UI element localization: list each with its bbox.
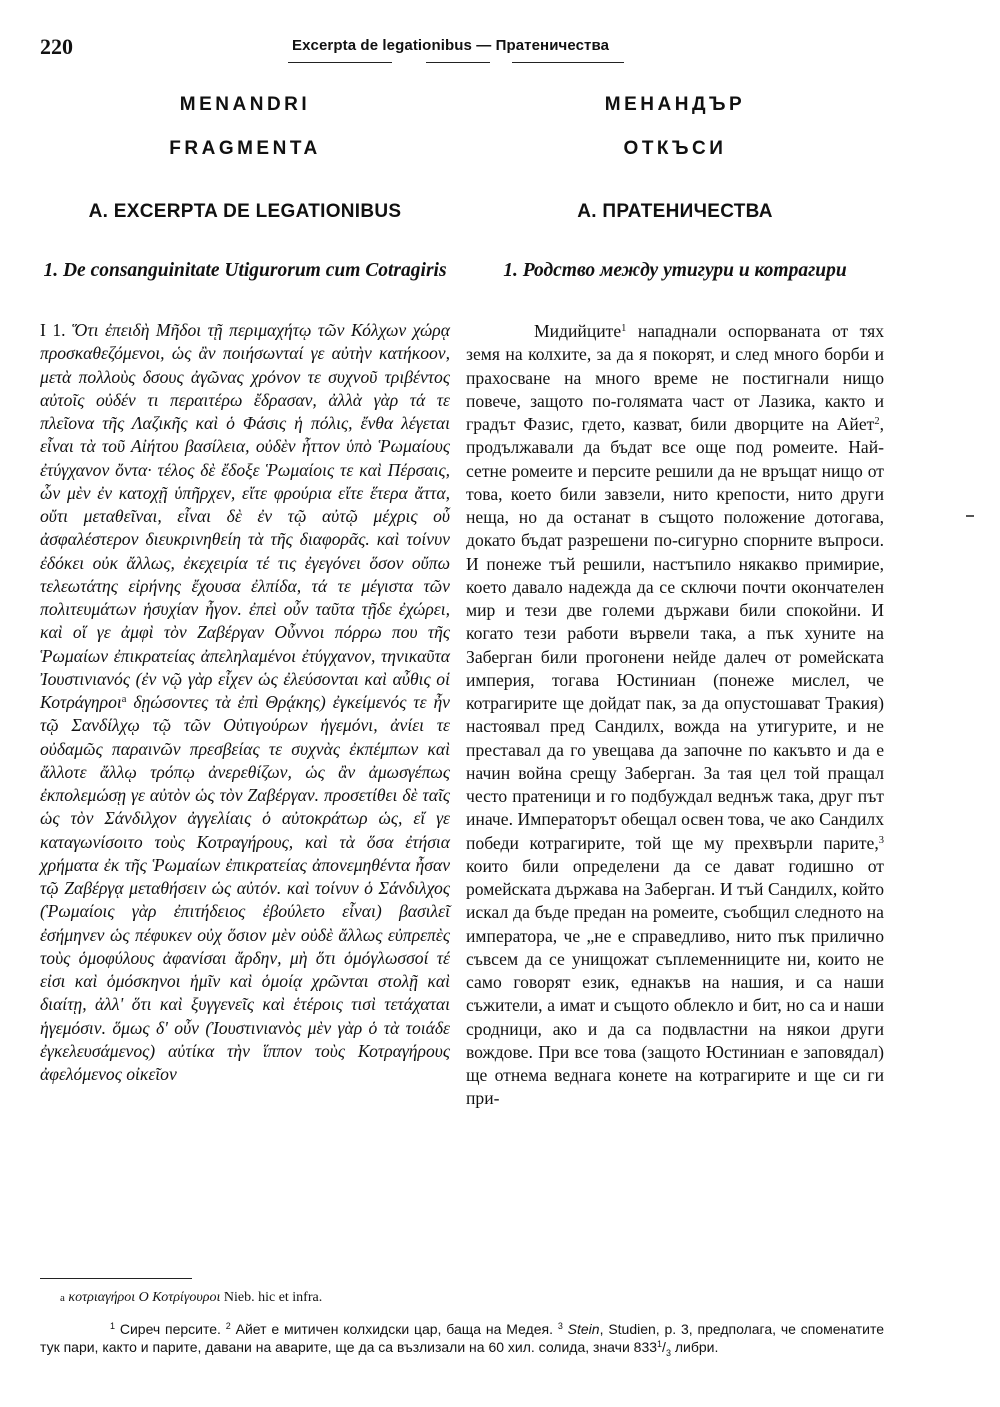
apparatus-rule xyxy=(40,1278,192,1279)
header-rule-left xyxy=(288,62,392,63)
footnote-3-author: Stein xyxy=(567,1321,600,1337)
column-subtitle: FRAGMENTA xyxy=(169,138,321,159)
footnotes xyxy=(40,1321,884,1362)
bulgarian-text-part-3: , продължавали да бъдат все още под ромеите. Най-сетне ромеите и персите решили да не връщат нищо от това, което били завзели, нито крепости, нито други неща, но да останат в същото положение дотогава, докато бъдат разрешени по-сигурно спорните въпроси. И понеже тъй решили, настъпило някакво примирие, което давало надежда да се сключи почти окончателен мир и тези две големи държави били спокойни. И когато тези работи вървели така, а пък хуните на Заберган били прогонени нейде далеч от ромейската империя, тогава Юстиниан (понеже мислел, че котрагирите ще дойдат пак, за да опустошават Тракия) настоявал пред Сандилх, вожда на утигурите, и не преставал да го увещава да започне по какъвто и да е начин война срещу Заберган. За тая цел той пращал често пратеници и го подбуждал веднъж така, друг път иначе. Императорът обещал освен това, че ако Сандилх победи котрагирите, той ще му прехвърли парите, xyxy=(466,414,884,853)
apparatus-note-mark: a xyxy=(60,1292,65,1304)
footnote-2-text: Айет е митичен колхидски цар, баща на Медея. xyxy=(230,1321,553,1337)
footnote-number: 2 xyxy=(225,1321,231,1331)
running-head: Excerpta de legationibus — Пратеничества xyxy=(292,37,610,54)
footnote-3-tail: либри. xyxy=(670,1338,719,1355)
footnote-number: 1 xyxy=(110,1321,116,1331)
fraction-denominator: 3 xyxy=(665,1347,671,1358)
apparatus-source: Nieb. hic et infra. xyxy=(220,1290,323,1305)
column-title: МЕНАНДЪР xyxy=(604,94,746,115)
footnote-number: 3 xyxy=(557,1321,563,1331)
column-title: MENANDRI xyxy=(179,94,311,115)
apparatus-variant: κοτριαγήροι O Κοτρίγουροι xyxy=(68,1290,221,1305)
fragment-title: 1. Родство между утигури и котрагири xyxy=(503,260,847,281)
page-number: 220 xyxy=(40,34,73,59)
footnote-1-text: Сиреч персите. xyxy=(115,1321,221,1337)
fraction-slash: / xyxy=(662,1338,666,1355)
bulgarian-text-part-1: Мидийците xyxy=(534,321,622,341)
bulgarian-text-part-4: които били определени да се дават годишно от ромейската държава на Заберган. И тъй Сандилх, който искал да бъде предан на ромеите, съобщил следното на императора, че „не е справедливо, нито пък прилично съвсем да се унищожат съплеменниците ни, които не само говорят език, еднакъв на нашия, и са наши съжители, а имат и същото облекло и бит, но са и наши сродници, ако и да са подвластни на някои други вождове. При все това (защото Юстиниан е заповядал) ще отнема веднага конете на котрагирите и ще си ги при- xyxy=(466,855,884,1109)
greek-text xyxy=(40,319,450,1086)
bulgarian-text xyxy=(466,320,884,1111)
header-rule-right xyxy=(512,62,624,63)
footnote-mark: 3 xyxy=(878,834,884,846)
greek-text-part-2: δῃώσοντες τὰ ἐπὶ Θρᾴκης) ἐγκείμενός τε ἦν τῷ Σανδίλχῳ τῷ τῶν Οὐτιγούρων ἡγεμόνι, ἀνίει τε οὐδαμῶς παραινῶν πρεσβείας τε συχνὰς ἐκπέμπων καὶ ἄλλοτε ἄλλῳ τρόπῳ ἀνερεθίζων, ὡς ἂν ἀμωσγέπως ἐκπολεμώσῃ γε αὐτὸν ὡς τὸν Ζαβέργαν. προσετίθει δὲ ταῖς ὡς τὸν Σάνδιλχον ἀγγελίαις ὁ αὐτοκράτωρ ὡς, εἴ γε καταγωνίσοιτο τοὺς Κοτραγήρους, καὶ τὰ ὅσα ἐτήσια χρήματα ἐκ τῆς Ῥωμαίων ἐπικρατείας ἀπονεμηθέντα ἦσαν τῷ Ζαβέργᾳ μεταθήσειν ὡς αὐτόν. καὶ τοίνυν ὁ Σάνδιλχος (Ῥωμαίοις γὰρ ἐπιτήδειος ἐβούλετο εἶναι) βασιλεῖ ἐσήμηνεν ὡς πέφυκεν οὐχ ὅσιον μὲν οὐδὲ ἄλλως εὐπρεπὲς τοὺς ὁμοφύλους ἀφανίσαι ἄρδην, μὴ ὅτι ὁμόγλωσσοί τέ εἰσι καὶ ὁμόσκηνοι ἡμῖν καὶ ὁμοίᾳ χρῶνται στολῇ καὶ διαίτῃ, ἀλλ' ὅτι καὶ ξυγγενεῖς καὶ ἑτέροις τισὶ τετάχαται ἡγεμόσιν. ὅμως δ' οὖν (Ἰουστινιανὸς μὲν γὰρ ὁ τὰ τοιάδε ἐγκελευσάμενος) αὐτίκα τὴν ἵππον τοὺς Κοτραγήρους ἀφελόμενος οἰκεῖον xyxy=(40,692,450,1084)
fragment-title: 1. De consanguinitate Utigurorum cum Cotragiris xyxy=(43,260,447,281)
bulgarian-text-part-2: нападнали оспорваната от тях земя на колхите, за да я покорят, и след много борби и прахосване на много време не постигнали нищо повече, защото по-голямата част от Лазика, както и градът Фазис, гдето, казват, били дворците на Айет xyxy=(466,321,884,434)
section-title: А. ПРАТЕНИЧЕСТВА xyxy=(577,201,773,222)
apparatus-mark: a xyxy=(121,694,127,705)
fraction-numerator: 1 xyxy=(657,1338,663,1349)
column-subtitle: ОТКЪСИ xyxy=(623,138,727,159)
footnote-mark: 1 xyxy=(621,323,627,334)
margin-mark xyxy=(966,515,974,517)
section-title: A. EXCERPTA DE LEGATIONIBUS xyxy=(88,201,402,222)
footnote-3-text: , Studien, p. 3, предполага, че споменатите тук пари, както и парите, давани на аварите, ще да са възлизали на 60 хил. солида, значи 833 xyxy=(40,1321,885,1355)
footnote-mark: 2 xyxy=(874,416,880,427)
header-rule-middle xyxy=(426,62,490,63)
greek-text-part-1: Ὅτι ἐπειδὴ Μῆδοι τῇ περιμαχήτῳ τῶν Κόλχων χώρᾳ προσκαθεζόμενοι, ὡς ἂν ποιήσωνταί γε αὐτὴν κατήκοον, μετὰ πολλοὺς δσους ἀγῶνας χρόνον τε συχνοῦ τριβέντος αὐτοῖς οὐδέν τι περαιτέρω ἔδρασαν, ἀλλὰ γὰρ τά τε πλεῖονα τῆς Λαζικῆς καὶ ὁ Φάσις ἡ πόλις, ἔνθα λέγεται εἶναι τὰ τοῦ Αἰήτου βασίλεια, οὐδὲν ἧττον ὑπὸ Ῥωμαίους ἐτύγχανον ὄντα· τέλος δὲ ἔδοξε Ῥωμαίοις τε καὶ Πέρσαις, ὧν μὲν ἐν κατοχῇ ὑπῆρχεν, εἴτε φρούρια εἴτε ἕτερα ἄττα, οὔτι μεταθεῖναι, εἶναι δὲ ἐν τῷ αὐτῷ μέχρις οὗ ἀσφαλέστερον διευκρινηθείη τὰ τῆς διαφορᾶς. καὶ τοίνυν ἐδόκει οὐκ ἄλλως, ἐκεχειρία τέ τις ἐγεγόνει ὅσον οὔπω τελεωτάτης εἰρήνης ἔχουσα ἐλπίδα, τά τε μέγιστα τῶν πολιτευμάτων ἡσυχίαν ἦγον. ἐπεὶ οὖν ταῦτα τῇδε ἐχώρει, καὶ οἵ γε ἀμφὶ τὸν Ζαβέργαν Οὖννοι πόρρω που τῆς Ῥωμαίων ἐπικρατείας ἀπεληλαμένοι ἐτύγχανον, τηνικαῦτα Ἰουστινιανός (ἐν νῷ γὰρ εἶχεν ὡς ἐλεύσονται καὶ αὖθις οἱ Κοτράγηροι xyxy=(40,320,450,712)
fragment-number: I 1. xyxy=(40,320,66,340)
critical-apparatus-note xyxy=(60,1290,322,1306)
